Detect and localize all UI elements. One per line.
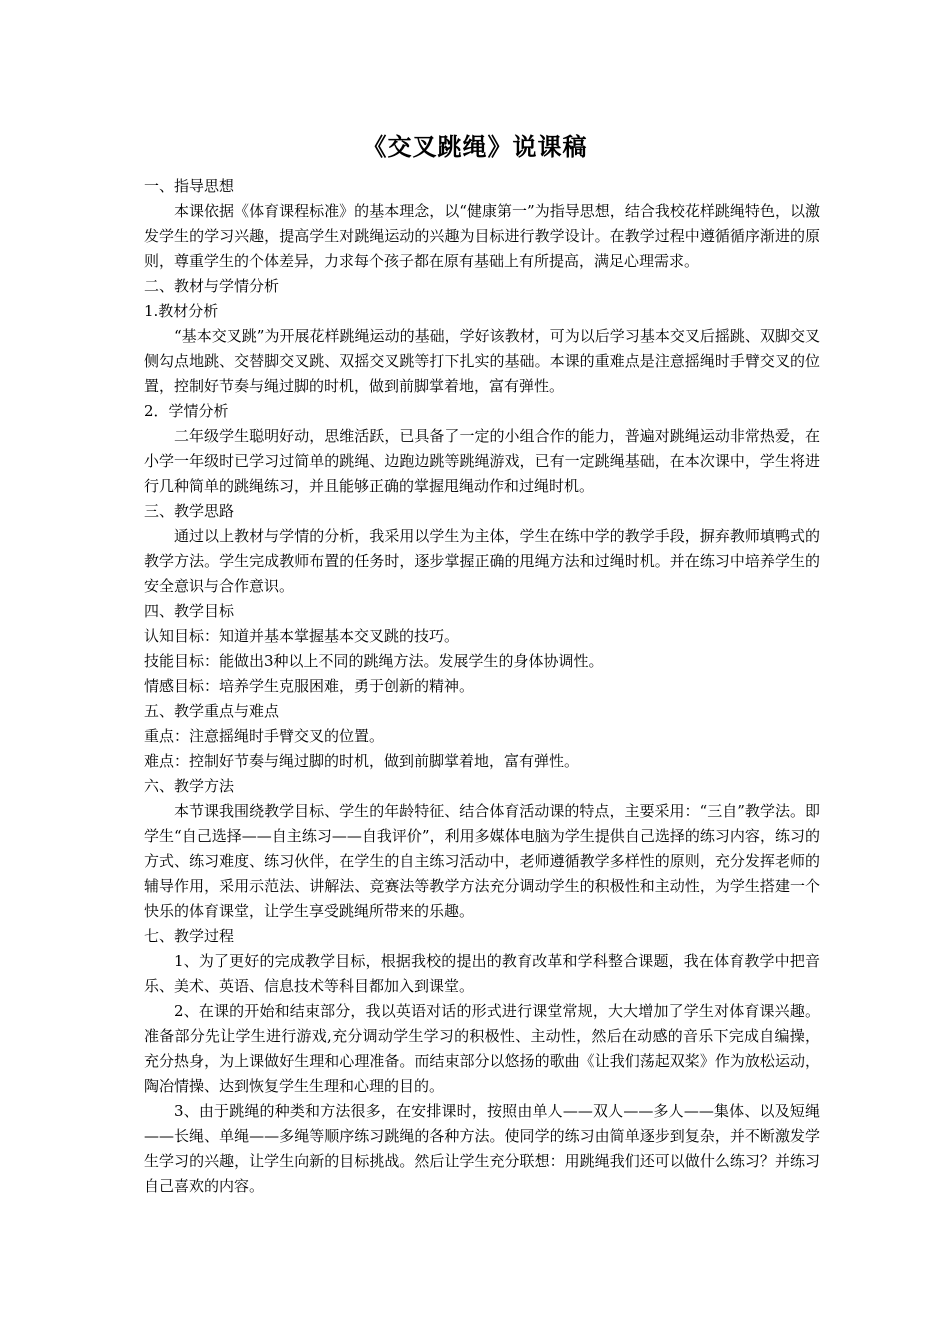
section-heading-teaching-methods: 六、教学方法 [144, 777, 235, 795]
goal-skill: 技能目标：能做出3种以上不同的跳绳方法。发展学生的身体协调性。 [144, 652, 604, 670]
paragraph-guiding-idea: 本课依据《体育课程标准》的基本理念，以“健康第一”为指导思想，结合我校花样跳绳特色，以激发学生的学习兴趣，提高学生对跳绳运动的兴趣为目标进行教学设计。在教学过程中遵循循序渐进的原则，尊重学生的个体差异，力求每个孩子都在原有基础上有所提高，满足心理需求。 [144, 202, 820, 270]
section-heading-teaching-approach: 三、教学思路 [144, 502, 235, 520]
paragraph-student-analysis: 二年级学生聪明好动，思维活跃，已具备了一定的小组合作的能力，普遍对跳绳运动非常热爱，在小学一年级时已学习过简单的跳绳、边跑边跳等跳绳游戏，已有一定跳绳基础，在本次课中，学生将进行几种简单的跳绳练习，并且能够正确的掌握甩绳动作和过绳时机。 [144, 427, 820, 495]
document-title: 《交叉跳绳》说课稿 [362, 132, 588, 161]
section-heading-key-points: 五、教学重点与难点 [144, 702, 280, 720]
paragraph-teaching-approach: 通过以上教材与学情的分析，我采用以学生为主体，学生在练中学的教学手段，摒弃教师填鸭式的教学方法。学生完成教师布置的任务时，逐步掌握正确的甩绳方法和过绳时机。并在练习中培养学生的安全意识与合作意识。 [144, 527, 820, 595]
paragraph-process-1: 1、为了更好的完成教学目标，根据我校的提出的教育改革和学科整合课题，我在体育教学中把音乐、美术、英语、信息技术等科目都加入到课堂。 [144, 952, 820, 995]
paragraph-process-3: 3、由于跳绳的种类和方法很多，在安排课时，按照由单人——双人——多人——集体、以及短绳——长绳、单绳——多绳等顺序练习跳绳的各种方法。使同学的练习由简单逐步到复杂，并不断激发学生学习的兴趣，让学生向新的目标挑战。然后让学生充分联想：用跳绳我们还可以做什么练习？并练习自己喜欢的内容。 [144, 1102, 820, 1195]
section-heading-teaching-goals: 四、教学目标 [144, 602, 235, 620]
section-heading-teaching-process: 七、教学过程 [144, 927, 235, 945]
section-heading-material-analysis: 二、教材与学情分析 [144, 277, 280, 295]
paragraph-textbook-analysis: “基本交叉跳”为开展花样跳绳运动的基础，学好该教材，可为以后学习基本交叉后摇跳、双脚交叉侧勾点地跳、交替脚交叉跳、双摇交叉跳等打下扎实的基础。本课的重难点是注意摇绳时手臂交叉的位置，控制好节奏与绳过脚的时机，做到前脚掌着地，富有弹性。 [144, 327, 820, 395]
paragraph-process-2: 2、在课的开始和结束部分，我以英语对话的形式进行课堂常规，大大增加了学生对体育课兴趣。准备部分先让学生进行游戏,充分调动学生学习的积极性、主动性，然后在动感的音乐下完成自编操，充分热身，为上课做好生理和心理准备。而结束部分以悠扬的歌曲《让我们荡起双桨》作为放松运动，陶冶情操、达到恢复学生生理和心理的目的。 [144, 1002, 820, 1095]
section-heading-guiding-idea: 一、指导思想 [144, 177, 235, 195]
document-body [144, 174, 820, 1199]
subheading-student-analysis: 2．学情分析 [144, 402, 229, 420]
goal-cognitive: 认知目标：知道并基本掌握基本交叉跳的技巧。 [144, 627, 460, 645]
difficult-point: 难点：控制好节奏与绳过脚的时机，做到前脚掌着地，富有弹性。 [144, 752, 580, 770]
goal-emotional: 情感目标：培养学生克服困难，勇于创新的精神。 [144, 677, 475, 695]
subheading-textbook-analysis: 1.教材分析 [144, 302, 219, 320]
key-point: 重点：注意摇绳时手臂交叉的位置。 [144, 727, 385, 745]
paragraph-teaching-methods: 本节课我围绕教学目标、学生的年龄特征、结合体育活动课的特点，主要采用：“三自”教学法。即学生“自己选择——自主练习——自我评价”，利用多媒体电脑为学生提供自己选择的练习内容，练习的方式、练习难度、练习伙伴，在学生的自主练习活动中，老师遵循教学多样性的原则，充分发挥老师的辅导作用，采用示范法、讲解法、竞赛法等教学方法充分调动学生的积极性和主动性，为学生搭建一个快乐的体育课堂，让学生享受跳绳所带来的乐趣。 [144, 802, 820, 920]
